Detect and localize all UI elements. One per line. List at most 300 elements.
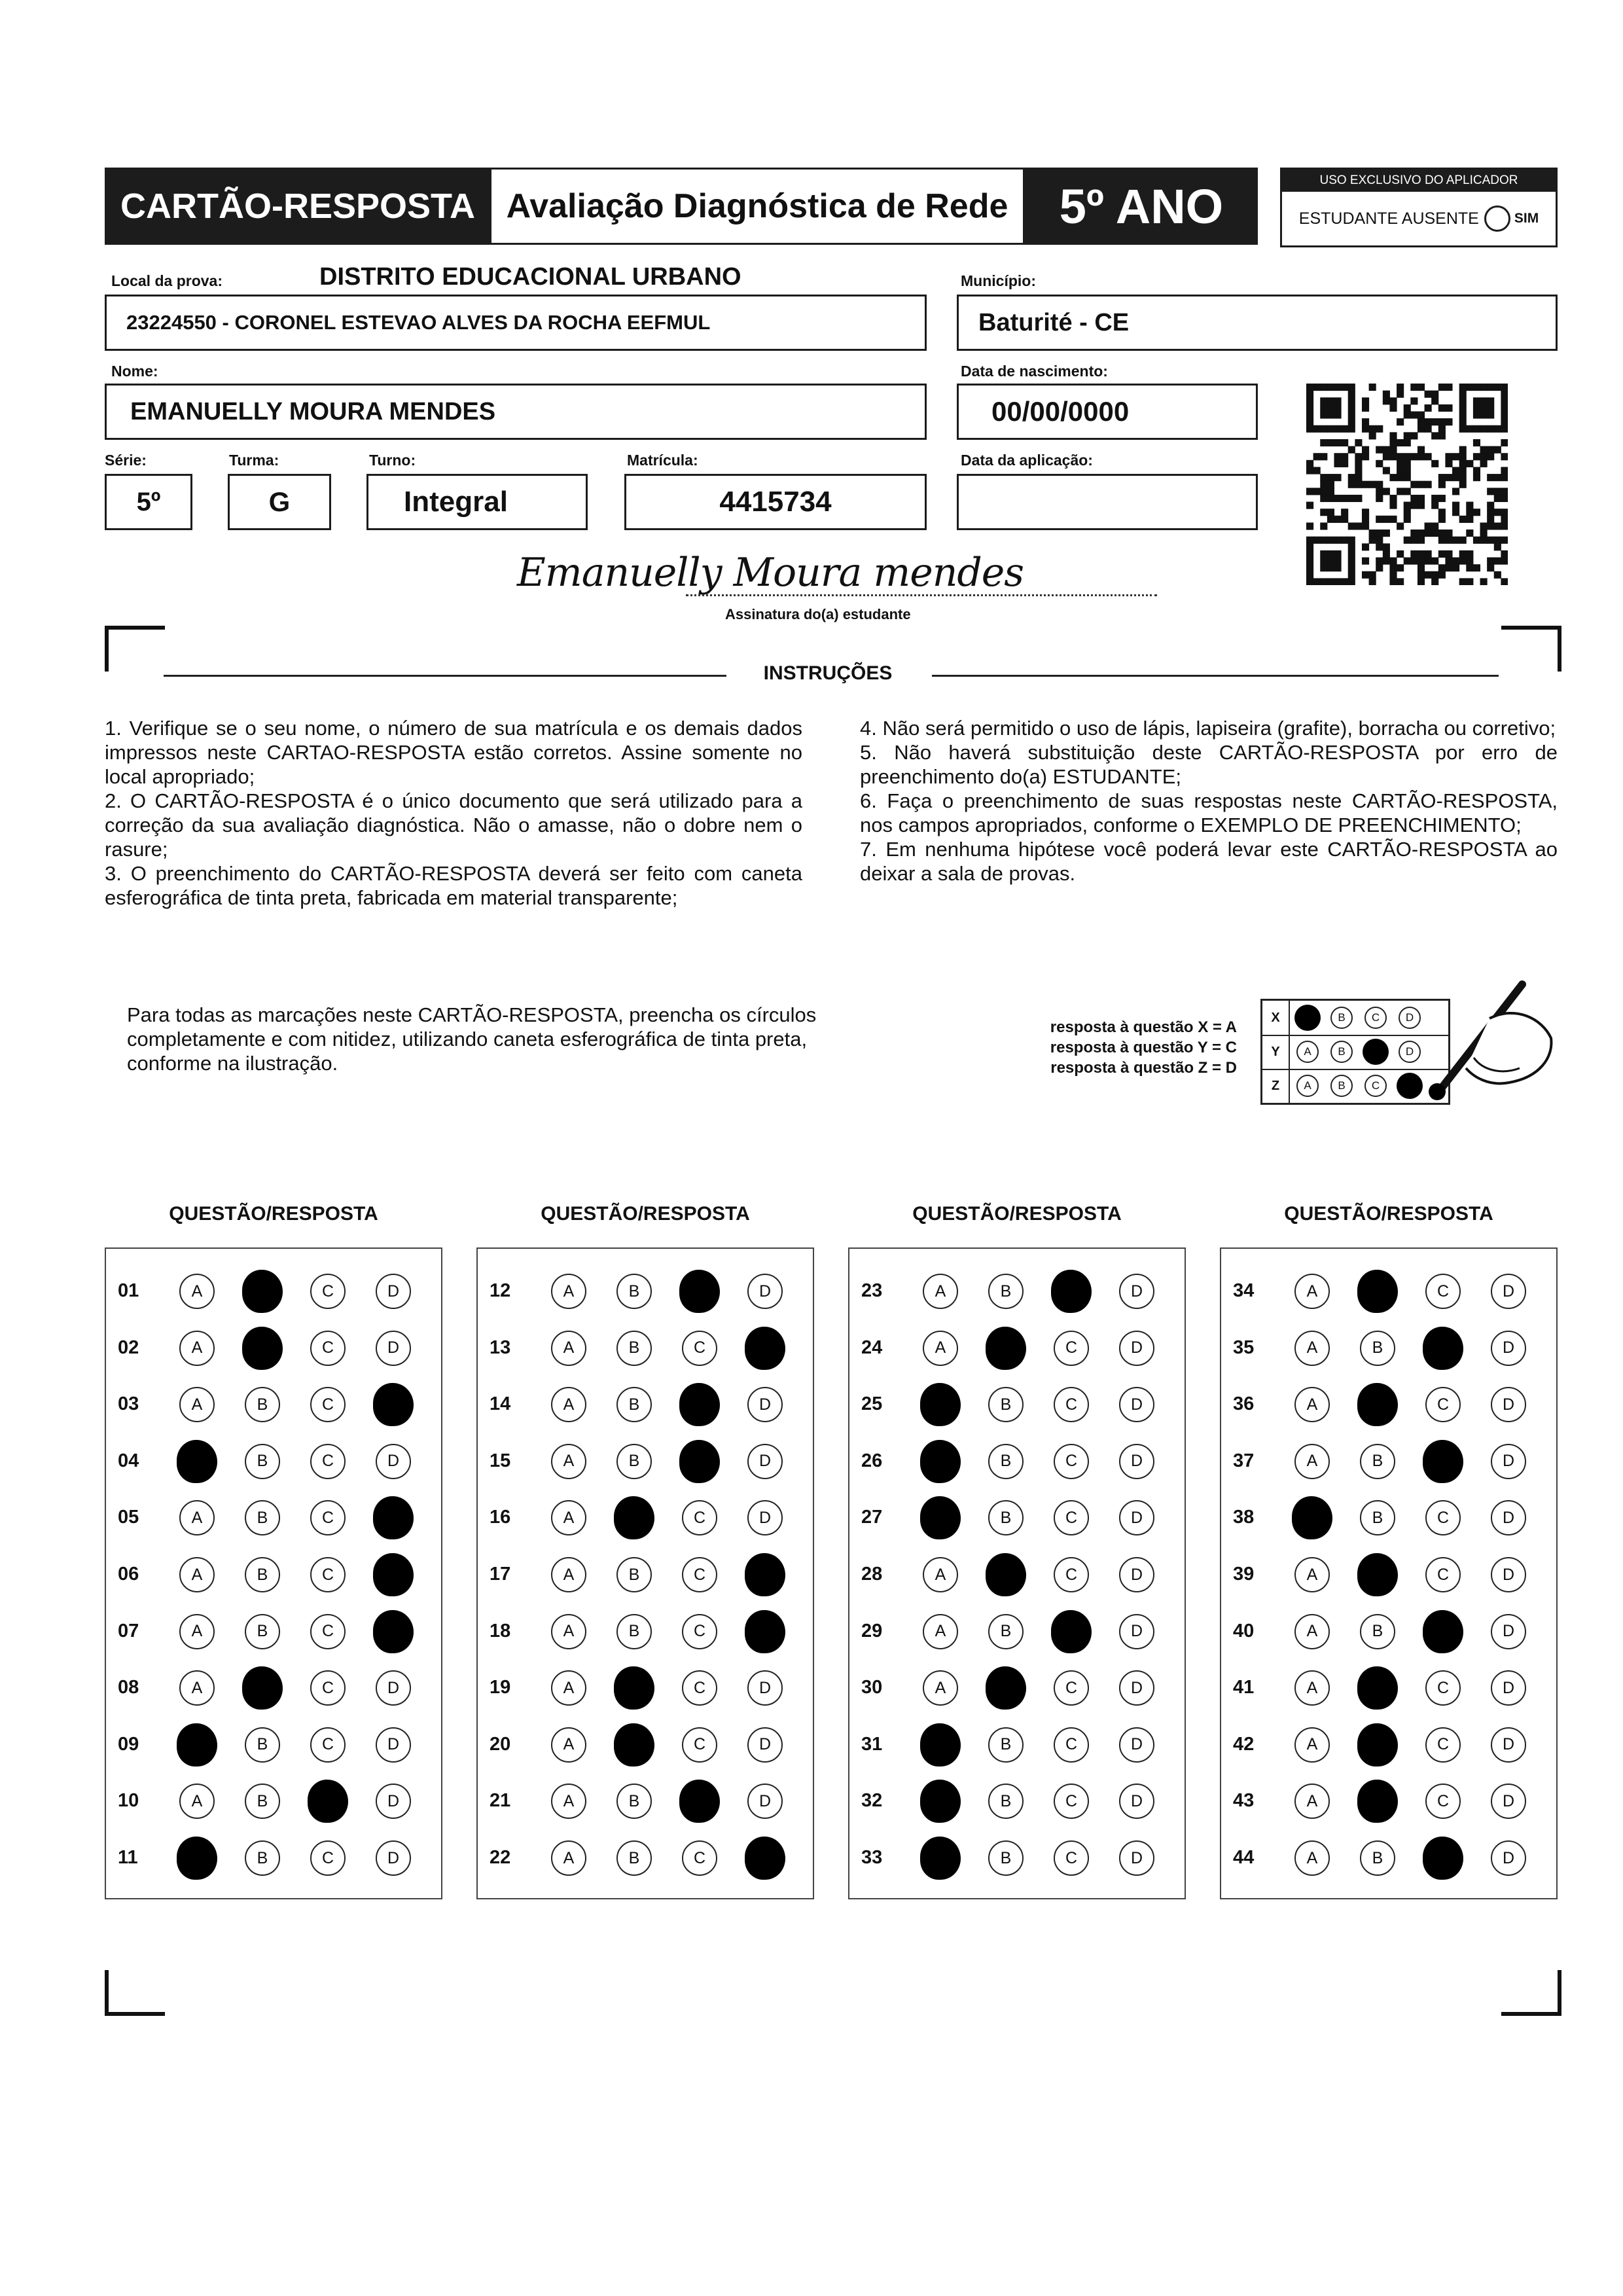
answer-bubble-d[interactable]: [1488, 1554, 1529, 1595]
answer-bubble-d[interactable]: [745, 1781, 785, 1821]
example-bubble-letter: C: [1364, 1075, 1387, 1097]
answer-bubble-c[interactable]: [1051, 1271, 1092, 1312]
nascimento-field: 00/00/0000: [957, 384, 1258, 440]
answer-bubble-c[interactable]: [308, 1611, 348, 1652]
answer-bubble-a[interactable]: [920, 1384, 961, 1425]
answer-bubble-a[interactable]: [177, 1328, 217, 1369]
answer-bubble-d[interactable]: [1116, 1384, 1157, 1425]
answer-bubble-b[interactable]: [614, 1838, 654, 1878]
question-number: 18: [490, 1620, 511, 1641]
answer-bubble-a[interactable]: [920, 1781, 961, 1821]
answer-bubble-a[interactable]: [548, 1554, 589, 1595]
answer-bubble-c[interactable]: [308, 1668, 348, 1708]
answer-bubble-c[interactable]: [1051, 1668, 1092, 1708]
bubble-letter: C: [1425, 1727, 1461, 1763]
answer-bubble-d[interactable]: [1116, 1271, 1157, 1312]
answer-bubble-d[interactable]: [745, 1328, 785, 1369]
question-number: 09: [118, 1733, 139, 1755]
answer-bubble-a[interactable]: [177, 1611, 217, 1652]
answer-bubble-b[interactable]: [1357, 1781, 1398, 1821]
answer-bubble-c[interactable]: [679, 1611, 720, 1652]
answer-bubble-a[interactable]: [177, 1498, 217, 1538]
answer-bubble-c[interactable]: [308, 1781, 348, 1821]
answer-bubble-d[interactable]: [373, 1668, 414, 1708]
answer-bubble-c[interactable]: [1423, 1725, 1463, 1765]
example-filled-mark: [1294, 1005, 1321, 1031]
answer-bubble-c[interactable]: [1423, 1838, 1463, 1878]
answer-bubble-a[interactable]: [548, 1838, 589, 1878]
pen-hand-illustration: [1411, 979, 1558, 1110]
answer-bubble-b[interactable]: [986, 1781, 1026, 1821]
answer-bubble-a[interactable]: [548, 1328, 589, 1369]
answer-bubble-d[interactable]: [745, 1498, 785, 1538]
answer-bubble-d[interactable]: [1488, 1781, 1529, 1821]
answer-bubble-a[interactable]: [548, 1611, 589, 1652]
answer-bubble-a[interactable]: [920, 1611, 961, 1652]
answer-bubble-d[interactable]: [1116, 1611, 1157, 1652]
bubble-letter: D: [1491, 1274, 1526, 1309]
answer-bubble-a[interactable]: [548, 1384, 589, 1425]
answer-bubble-c[interactable]: [679, 1668, 720, 1708]
question-row: [106, 1781, 441, 1823]
answer-bubble-c[interactable]: [308, 1838, 348, 1878]
answer-bubble-a[interactable]: [548, 1271, 589, 1312]
answer-bubble-b[interactable]: [614, 1611, 654, 1652]
answer-bubble-d[interactable]: [745, 1271, 785, 1312]
answer-bubble-c[interactable]: [1423, 1781, 1463, 1821]
bubble-letter: C: [1054, 1784, 1089, 1819]
answer-bubble-d[interactable]: [1488, 1328, 1529, 1369]
answer-bubble-b[interactable]: [986, 1725, 1026, 1765]
answer-bubble-a[interactable]: [1292, 1384, 1332, 1425]
filled-mark: [1357, 1383, 1398, 1426]
filled-mark: [1357, 1270, 1398, 1313]
bubble-letter: C: [682, 1614, 717, 1649]
bubble-letter: D: [747, 1727, 783, 1763]
answer-bubble-a[interactable]: [177, 1668, 217, 1708]
answer-panel: [1220, 1247, 1558, 1899]
answer-bubble-a[interactable]: [1292, 1271, 1332, 1312]
answer-bubble-b[interactable]: [986, 1498, 1026, 1538]
bubble-letter: D: [376, 1784, 411, 1819]
example-bubble-letter: A: [1296, 1041, 1319, 1063]
answer-bubble-c[interactable]: [679, 1781, 720, 1821]
turma-field: G: [228, 474, 331, 530]
filled-mark: [1423, 1610, 1463, 1653]
answer-bubble-b[interactable]: [986, 1271, 1026, 1312]
answer-bubble-d[interactable]: [1488, 1441, 1529, 1482]
question-row: [1221, 1781, 1556, 1823]
answer-bubble-d[interactable]: [1116, 1838, 1157, 1878]
question-row: [478, 1441, 813, 1483]
bubble-letter: C: [310, 1727, 346, 1763]
bubble-letter: C: [682, 1500, 717, 1535]
answer-bubble-d[interactable]: [373, 1271, 414, 1312]
answer-bubble-c[interactable]: [1051, 1611, 1092, 1652]
answer-bubble-b[interactable]: [1357, 1271, 1398, 1312]
column-title: QUESTÃO/RESPOSTA: [912, 1203, 1122, 1225]
answer-bubble-a[interactable]: [920, 1271, 961, 1312]
answer-bubble-c[interactable]: [1051, 1498, 1092, 1538]
answer-bubble-b[interactable]: [242, 1611, 283, 1652]
bubble-letter: B: [245, 1444, 280, 1479]
question-number: 03: [118, 1393, 139, 1415]
answer-bubble-d[interactable]: [1488, 1611, 1529, 1652]
question-number: 29: [861, 1620, 883, 1641]
question-number: 20: [490, 1733, 511, 1755]
question-number: 28: [861, 1564, 883, 1585]
filled-mark: [920, 1723, 961, 1767]
answer-bubble-d[interactable]: [373, 1328, 414, 1369]
bubble-letter: C: [682, 1557, 717, 1592]
question-number: 43: [1233, 1790, 1255, 1812]
matricula-label: Matrícula:: [627, 452, 698, 469]
answer-bubble-a[interactable]: [1292, 1441, 1332, 1482]
answer-bubble-b[interactable]: [614, 1441, 654, 1482]
question-number: 07: [118, 1620, 139, 1641]
answer-bubble-b[interactable]: [1357, 1554, 1398, 1595]
answer-bubble-b[interactable]: [986, 1328, 1026, 1369]
bubble-letter: B: [616, 1784, 652, 1819]
bubble-letter: A: [1294, 1840, 1330, 1876]
question-number: 05: [118, 1507, 139, 1528]
answer-bubble-c[interactable]: [1423, 1328, 1463, 1369]
bubble-letter: B: [988, 1444, 1024, 1479]
answer-bubble-b[interactable]: [242, 1838, 283, 1878]
answer-bubble-c[interactable]: [1051, 1384, 1092, 1425]
answer-bubble-a[interactable]: [548, 1441, 589, 1482]
answer-bubble-c[interactable]: [679, 1554, 720, 1595]
turma-label: Turma:: [229, 452, 279, 469]
answer-bubble-b[interactable]: [242, 1554, 283, 1595]
answer-bubble-a[interactable]: [1292, 1498, 1332, 1538]
answer-bubble-c[interactable]: [1423, 1668, 1463, 1708]
answer-bubble-d[interactable]: [1116, 1554, 1157, 1595]
answer-bubble-b[interactable]: [1357, 1838, 1398, 1878]
answer-bubble-c[interactable]: [1423, 1611, 1463, 1652]
answer-bubble-d[interactable]: [373, 1781, 414, 1821]
bubble-letter: A: [551, 1614, 586, 1649]
bubble-letter: D: [1119, 1387, 1154, 1422]
answer-bubble-c[interactable]: [1051, 1328, 1092, 1369]
answer-bubble-d[interactable]: [1116, 1725, 1157, 1765]
answer-bubble-c[interactable]: [308, 1725, 348, 1765]
bubble-letter: A: [179, 1670, 215, 1706]
filled-mark: [1357, 1666, 1398, 1710]
answer-bubble-c[interactable]: [1423, 1554, 1463, 1595]
question-number: 38: [1233, 1507, 1255, 1528]
bubble-letter: D: [376, 1727, 411, 1763]
question-number: 35: [1233, 1336, 1255, 1358]
answer-bubble-b[interactable]: [614, 1328, 654, 1369]
answer-bubble-b[interactable]: [242, 1384, 283, 1425]
answer-bubble-c[interactable]: [679, 1498, 720, 1538]
answer-bubble-d[interactable]: [745, 1668, 785, 1708]
bubble-letter: D: [376, 1274, 411, 1309]
answer-bubble-d[interactable]: [1488, 1498, 1529, 1538]
example-bubble: [1294, 1038, 1321, 1066]
answer-bubble-d[interactable]: [373, 1725, 414, 1765]
answer-bubble-b[interactable]: [242, 1271, 283, 1312]
answer-bubble-a[interactable]: [177, 1838, 217, 1878]
question-number: 26: [861, 1450, 883, 1471]
answer-bubble-a[interactable]: [1292, 1668, 1332, 1708]
answer-bubble-c[interactable]: [308, 1328, 348, 1369]
answer-bubble-b[interactable]: [1357, 1668, 1398, 1708]
answer-bubble-c[interactable]: [1051, 1554, 1092, 1595]
card-title: CARTÃO-RESPOSTA: [105, 168, 491, 245]
bubble-letter: D: [747, 1784, 783, 1819]
bubble-letter: B: [1360, 1840, 1395, 1876]
question-row: [106, 1441, 441, 1483]
answer-bubble-d[interactable]: [745, 1725, 785, 1765]
instructions-rule-right: [932, 675, 1499, 677]
answer-bubble-a[interactable]: [1292, 1328, 1332, 1369]
bubble-letter: D: [376, 1331, 411, 1366]
answer-bubble-a[interactable]: [1292, 1725, 1332, 1765]
bubble-letter: D: [1119, 1727, 1154, 1763]
answer-bubble-a[interactable]: [177, 1554, 217, 1595]
answer-bubble-b[interactable]: [242, 1498, 283, 1538]
answer-bubble-a[interactable]: [177, 1725, 217, 1765]
bubble-letter: C: [310, 1840, 346, 1876]
bubble-letter: B: [245, 1784, 280, 1819]
answer-bubble-d[interactable]: [745, 1554, 785, 1595]
answer-bubble-b[interactable]: [986, 1554, 1026, 1595]
question-number: 21: [490, 1790, 511, 1812]
exam-title: Avaliação Diagnóstica de Rede: [490, 168, 1025, 245]
answer-bubble-a[interactable]: [177, 1384, 217, 1425]
answer-bubble-c[interactable]: [308, 1554, 348, 1595]
answer-bubble-d[interactable]: [373, 1384, 414, 1425]
answer-bubble-c[interactable]: [1051, 1725, 1092, 1765]
answer-bubble-d[interactable]: [1488, 1668, 1529, 1708]
answer-bubble-b[interactable]: [614, 1498, 654, 1538]
answer-bubble-a[interactable]: [177, 1781, 217, 1821]
answer-bubble-b[interactable]: [242, 1725, 283, 1765]
answer-bubble-a[interactable]: [1292, 1838, 1332, 1878]
filled-mark: [177, 1440, 217, 1483]
answer-bubble-b[interactable]: [1357, 1498, 1398, 1538]
answer-bubble-d[interactable]: [745, 1611, 785, 1652]
answer-bubble-a[interactable]: [548, 1725, 589, 1765]
answer-bubble-c[interactable]: [308, 1441, 348, 1482]
question-row: [849, 1668, 1185, 1710]
answer-bubble-a[interactable]: [548, 1781, 589, 1821]
answer-bubble-d[interactable]: [1488, 1838, 1529, 1878]
question-number: 33: [861, 1847, 883, 1868]
bubble-letter: B: [1360, 1444, 1395, 1479]
bubble-letter: D: [1119, 1500, 1154, 1535]
answer-bubble-a[interactable]: [920, 1498, 961, 1538]
answer-bubble-b[interactable]: [614, 1554, 654, 1595]
matricula-field: 4415734: [624, 474, 927, 530]
filled-mark: [745, 1553, 785, 1596]
bubble-letter: B: [616, 1614, 652, 1649]
bubble-letter: D: [1119, 1331, 1154, 1366]
bubble-letter: D: [747, 1387, 783, 1422]
bubble-letter: C: [682, 1840, 717, 1876]
filled-mark: [1292, 1496, 1332, 1539]
bubble-letter: D: [1119, 1784, 1154, 1819]
question-row: [478, 1781, 813, 1823]
answer-bubble-b[interactable]: [614, 1271, 654, 1312]
answer-bubble-b[interactable]: [614, 1668, 654, 1708]
answer-bubble-a[interactable]: [548, 1498, 589, 1538]
answer-bubble-d[interactable]: [745, 1838, 785, 1878]
answer-bubble-d[interactable]: [1116, 1781, 1157, 1821]
example-bubble: [1328, 1004, 1355, 1031]
bubble-letter: A: [1294, 1614, 1330, 1649]
answer-bubble-b[interactable]: [1357, 1328, 1398, 1369]
signature-label: Assinatura do(a) estudante: [725, 606, 911, 622]
answer-bubble-c[interactable]: [679, 1384, 720, 1425]
bubble-letter: D: [747, 1444, 783, 1479]
answer-bubble-b[interactable]: [1357, 1725, 1398, 1765]
answer-bubble-b[interactable]: [242, 1441, 283, 1482]
answer-bubble-d[interactable]: [373, 1554, 414, 1595]
answer-bubble-a[interactable]: [1292, 1781, 1332, 1821]
filled-mark: [242, 1270, 283, 1313]
answer-bubble-a[interactable]: [920, 1328, 961, 1369]
answer-bubble-b[interactable]: [986, 1611, 1026, 1652]
answer-bubble-c[interactable]: [308, 1271, 348, 1312]
question-number: 42: [1233, 1733, 1255, 1755]
answer-bubble-b[interactable]: [1357, 1611, 1398, 1652]
bubble-letter: B: [616, 1557, 652, 1592]
answer-bubble-d[interactable]: [745, 1441, 785, 1482]
filled-mark: [1357, 1723, 1398, 1767]
instruction-item: 5. Não haverá substituição deste CARTÃO-RESPOSTA por erro de preenchimento do(a) ESTUDANTE;: [860, 741, 1558, 788]
answer-bubble-c[interactable]: [679, 1271, 720, 1312]
answer-bubble-b[interactable]: [986, 1838, 1026, 1878]
answer-bubble-c[interactable]: [308, 1384, 348, 1425]
answer-bubble-b[interactable]: [986, 1384, 1026, 1425]
answer-bubble-b[interactable]: [242, 1781, 283, 1821]
answer-bubble-a[interactable]: [1292, 1611, 1332, 1652]
example-line: resposta à questão Z = D: [1050, 1059, 1237, 1077]
example-filled-mark: [1363, 1039, 1389, 1065]
corner-mark-top-left: [105, 626, 165, 672]
answer-bubble-b[interactable]: [614, 1725, 654, 1765]
answer-bubble-c[interactable]: [1051, 1781, 1092, 1821]
answer-bubble-a[interactable]: [920, 1554, 961, 1595]
filled-mark: [679, 1440, 720, 1483]
answer-bubble-a[interactable]: [920, 1441, 961, 1482]
example-bubble-letter: B: [1330, 1041, 1353, 1063]
example-row-label: X: [1262, 1001, 1290, 1035]
question-row: [478, 1271, 813, 1313]
answer-bubble-d[interactable]: [1116, 1668, 1157, 1708]
answer-panel: [105, 1247, 442, 1899]
bubble-letter: C: [1425, 1784, 1461, 1819]
answer-bubble-c[interactable]: [308, 1498, 348, 1538]
instruction-item: 7. Em nenhuma hipótese você poderá levar este CARTÃO-RESPOSTA ao deixar a sala de provas.: [860, 838, 1558, 885]
corner-mark-bottom-right: [1501, 1970, 1561, 2016]
answer-bubble-c[interactable]: [1051, 1441, 1092, 1482]
bubble-letter: C: [1054, 1387, 1089, 1422]
signature-line: [686, 594, 1157, 596]
bubble-letter: D: [376, 1444, 411, 1479]
answer-bubble-d[interactable]: [1116, 1441, 1157, 1482]
answer-bubble-b[interactable]: [1357, 1441, 1398, 1482]
answer-bubble-d[interactable]: [745, 1384, 785, 1425]
answer-bubble-a[interactable]: [920, 1725, 961, 1765]
instruction-item: 4. Não será permitido o uso de lápis, lapiseira (grafite), borracha ou corretivo;: [860, 717, 1556, 740]
answer-bubble-a[interactable]: [177, 1271, 217, 1312]
answer-bubble-d[interactable]: [1488, 1271, 1529, 1312]
answer-bubble-c[interactable]: [1423, 1271, 1463, 1312]
bubble-letter: A: [551, 1557, 586, 1592]
answer-bubble-d[interactable]: [373, 1498, 414, 1538]
question-row: [849, 1838, 1185, 1880]
instructions-left: [105, 716, 802, 910]
example-row-label: Z: [1262, 1069, 1290, 1103]
answer-bubble-c[interactable]: [1423, 1384, 1463, 1425]
answer-bubble-d[interactable]: [373, 1441, 414, 1482]
question-number: 39: [1233, 1564, 1255, 1585]
answer-bubble-b[interactable]: [614, 1781, 654, 1821]
answer-bubble-d[interactable]: [1488, 1384, 1529, 1425]
bubble-letter: A: [551, 1500, 586, 1535]
answer-bubble-c[interactable]: [679, 1725, 720, 1765]
bubble-letter: A: [179, 1331, 215, 1366]
bubble-letter: B: [988, 1840, 1024, 1876]
answer-bubble-a[interactable]: [548, 1668, 589, 1708]
answer-bubble-d[interactable]: [1116, 1328, 1157, 1369]
answer-bubble-b[interactable]: [1357, 1384, 1398, 1425]
answer-bubble-c[interactable]: [1051, 1838, 1092, 1878]
bubble-letter: D: [1119, 1274, 1154, 1309]
answer-bubble-c[interactable]: [679, 1441, 720, 1482]
answer-bubble-a[interactable]: [1292, 1554, 1332, 1595]
instruction-item: 1. Verifique se o seu nome, o número de sua matrícula e os demais dados impressos neste CARTAO-RESPOSTA estão corretos. Assine somente no local apropriado;: [105, 717, 802, 788]
answer-bubble-d[interactable]: [1116, 1498, 1157, 1538]
serie-label: Série:: [105, 452, 147, 469]
absent-checkbox[interactable]: [1484, 206, 1510, 232]
bubble-letter: A: [923, 1557, 958, 1592]
answer-bubble-b[interactable]: [614, 1384, 654, 1425]
answer-bubble-c[interactable]: [679, 1328, 720, 1369]
answer-bubble-c[interactable]: [1423, 1498, 1463, 1538]
question-row: [478, 1498, 813, 1539]
bubble-letter: A: [179, 1274, 215, 1309]
answer-bubble-d[interactable]: [1488, 1725, 1529, 1765]
filled-mark: [1423, 1327, 1463, 1370]
filled-mark: [679, 1383, 720, 1426]
answer-bubble-b[interactable]: [242, 1328, 283, 1369]
answer-bubble-d[interactable]: [373, 1838, 414, 1878]
answer-bubble-d[interactable]: [373, 1611, 414, 1652]
bubble-letter: D: [747, 1670, 783, 1706]
answer-bubble-a[interactable]: [920, 1838, 961, 1878]
answer-bubble-b[interactable]: [986, 1441, 1026, 1482]
answer-bubble-b[interactable]: [242, 1668, 283, 1708]
answer-bubble-c[interactable]: [1423, 1441, 1463, 1482]
answer-bubble-b[interactable]: [986, 1668, 1026, 1708]
bubble-letter: C: [310, 1274, 346, 1309]
bubble-letter: D: [1491, 1387, 1526, 1422]
answer-bubble-a[interactable]: [177, 1441, 217, 1482]
bubble-letter: C: [1054, 1500, 1089, 1535]
answer-bubble-a[interactable]: [920, 1668, 961, 1708]
answer-bubble-c[interactable]: [679, 1838, 720, 1878]
bubble-letter: B: [616, 1274, 652, 1309]
example-row-label: Y: [1262, 1035, 1290, 1069]
question-number: 16: [490, 1507, 511, 1528]
bubble-letter: C: [1425, 1500, 1461, 1535]
filled-mark: [177, 1723, 217, 1767]
